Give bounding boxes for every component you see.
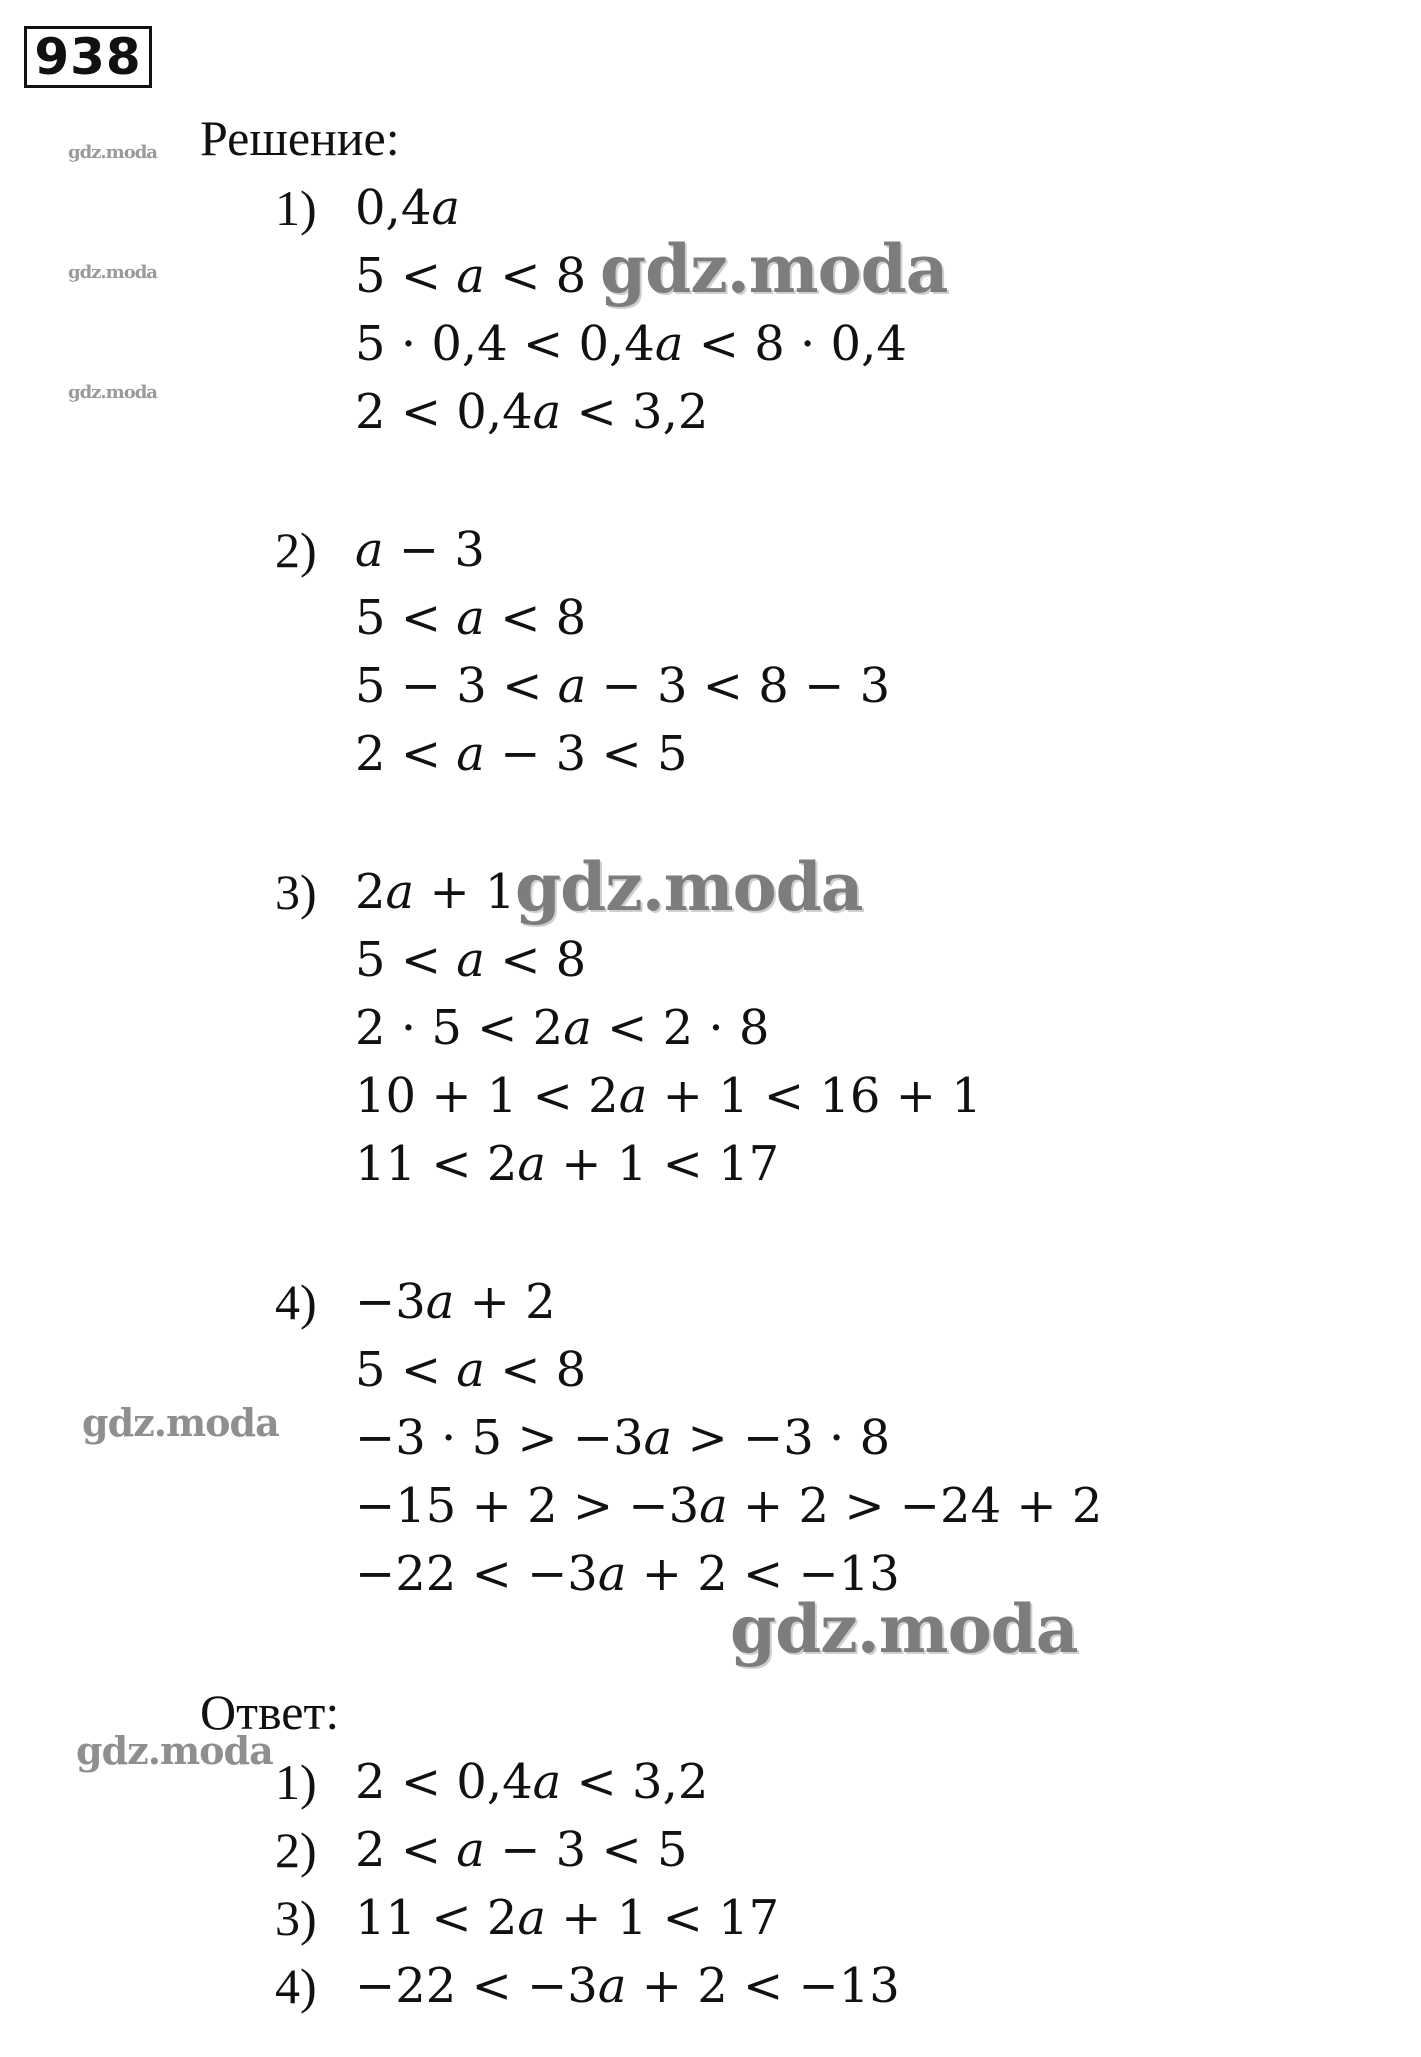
answer-item-1-text: 2 < 0,4a < 3,2	[355, 1754, 709, 1810]
solution-item-4-number: 4)	[275, 1274, 317, 1330]
watermark-medium-1: gdz.moda	[82, 1400, 279, 1445]
solution-item-1-line-4: 2 < 0,4a < 3,2	[355, 384, 709, 440]
solution-item-4-line-3: −3 · 5 > −3a > −3 · 8	[355, 1410, 891, 1466]
solution-item-1-line-2: 5 < a < 8	[355, 248, 587, 304]
watermark-large-1: gdz.moda	[600, 230, 948, 308]
watermark-large-2: gdz.moda	[515, 848, 863, 926]
solution-item-2-number: 2)	[275, 522, 317, 578]
problem-number-box: 938	[24, 26, 152, 88]
solution-item-3-line-4: 10 + 1 < 2a + 1 < 16 + 1	[355, 1068, 982, 1124]
solution-item-4-line-5: −22 < −3a + 2 < −13	[355, 1546, 900, 1602]
answer-item-4-text: −22 < −3a + 2 < −13	[355, 1958, 900, 2014]
solution-item-1-number: 1)	[275, 180, 317, 236]
solution-item-2-line-2: 5 < a < 8	[355, 590, 587, 646]
solution-item-3-line-2: 5 < a < 8	[355, 932, 587, 988]
solution-item-4-line-1: −3a + 2	[355, 1274, 556, 1330]
solution-item-1-line-3: 5 · 0,4 < 0,4a < 8 · 0,4	[355, 316, 907, 372]
answer-item-3-text: 11 < 2a + 1 < 17	[355, 1890, 780, 1946]
solution-item-4-line-4: −15 + 2 > −3a + 2 > −24 + 2	[355, 1478, 1103, 1534]
answer-item-3-number: 3)	[275, 1890, 317, 1946]
solution-item-3-number: 3)	[275, 864, 317, 920]
watermark-medium-2: gdz.moda	[76, 1728, 273, 1773]
solution-item-3-line-1: 2a + 1	[355, 864, 516, 920]
watermark-small-3: gdz.moda	[68, 382, 157, 403]
solution-item-2-line-3: 5 − 3 < a − 3 < 8 − 3	[355, 658, 891, 714]
solution-item-3-line-5: 11 < 2a + 1 < 17	[355, 1136, 780, 1192]
watermark-large-3: gdz.moda	[730, 1590, 1078, 1668]
solution-item-3-line-3: 2 · 5 < 2a < 2 · 8	[355, 1000, 770, 1056]
solution-item-4-line-2: 5 < a < 8	[355, 1342, 587, 1398]
watermark-small-1: gdz.moda	[68, 142, 157, 163]
solution-item-2-line-4: 2 < a − 3 < 5	[355, 726, 688, 782]
watermark-small-2: gdz.moda	[68, 262, 157, 283]
solution-item-2-line-1: a − 3	[355, 522, 485, 578]
answer-item-2-number: 2)	[275, 1822, 317, 1878]
answer-heading: Ответ:	[200, 1684, 340, 1740]
answer-item-1-number: 1)	[275, 1754, 317, 1810]
answer-item-2-text: 2 < a − 3 < 5	[355, 1822, 688, 1878]
solution-item-1-line-1: 0,4a	[355, 180, 460, 236]
answer-item-4-number: 4)	[275, 1958, 317, 2014]
solution-heading: Решение:	[200, 110, 400, 166]
